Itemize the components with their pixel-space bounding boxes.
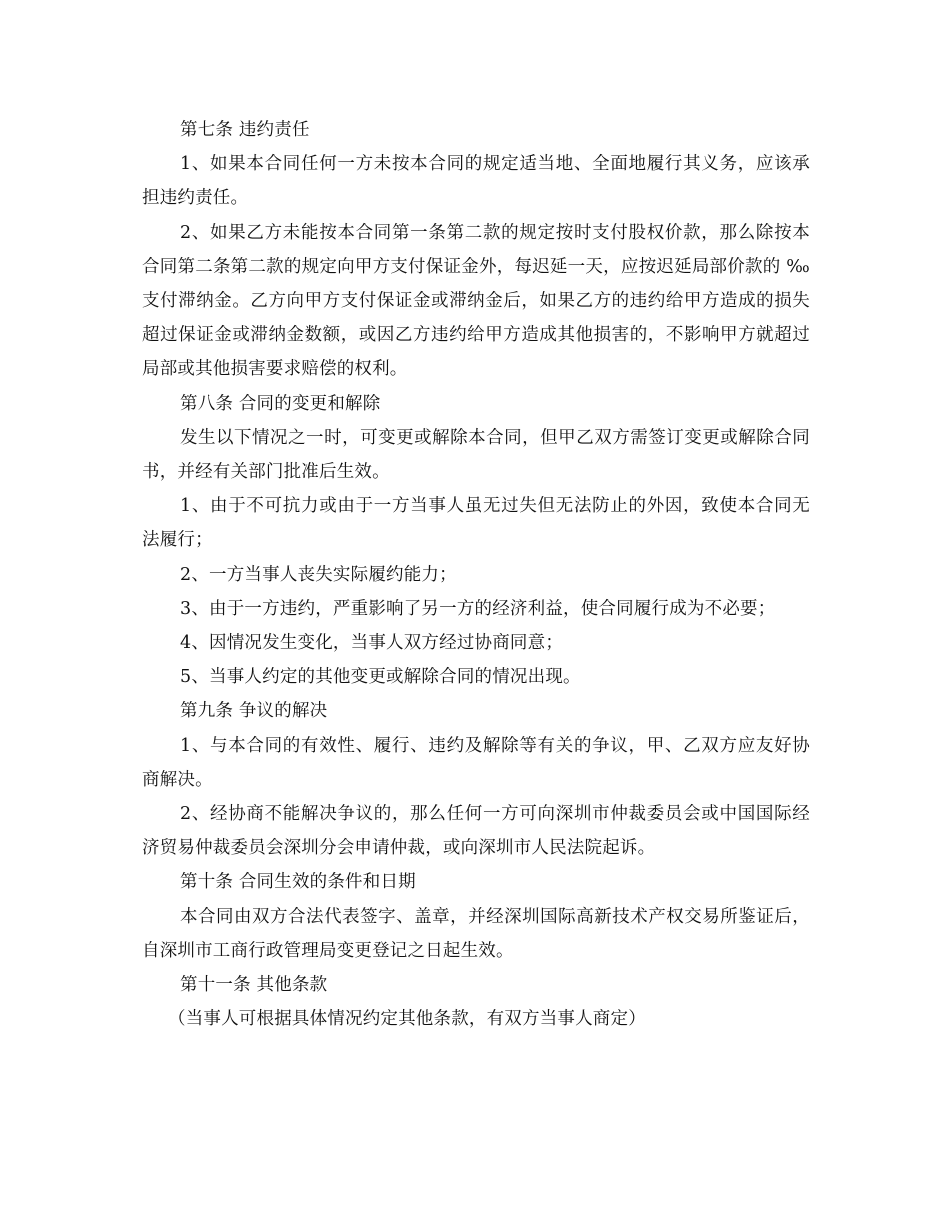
other-terms-note: （当事人可根据具体情况约定其他条款，有双方当事人商定） [168, 1009, 646, 1030]
section-heading-7: 第七条 违约责任 [180, 120, 310, 140]
paragraph-8-5: 5、当事人约定的其他变更或解除合同的情况出现。 [180, 667, 581, 688]
paragraph-9-2: 2、经协商不能解决争议的，那么任何一方可向深圳市仲裁委员会或中国国际经济贸易仲裁委员会深圳分会申请仲裁，或向深圳市人民法院起诉。 [142, 804, 810, 859]
section-heading-10: 第十条 合同生效的条件和日期 [180, 872, 416, 893]
section-heading-9: 第九条 争议的解决 [180, 701, 328, 722]
paragraph-8-2: 2、一方当事人丧失实际履约能力； [180, 564, 457, 585]
document-body [142, 113, 810, 1036]
section-heading-11: 第十一条 其他条款 [180, 975, 328, 996]
paragraph-7-1: 1、如果本合同任何一方未按本合同的规定适当地、全面地履行其义务，应该承担违约责任。 [142, 154, 810, 209]
paragraph-8-4: 4、因情况发生变化，当事人双方经过协商同意； [180, 633, 564, 654]
paragraph-8-3: 3、由于一方违约，严重影响了另一方的经济利益，使合同履行成为不必要； [180, 598, 776, 619]
paragraph-9-1: 1、与本合同的有效性、履行、违约及解除等有关的争议，甲、乙双方应友好协商解决。 [142, 735, 810, 790]
section-heading-8: 第八条 合同的变更和解除 [180, 393, 381, 414]
paragraph-8-intro: 发生以下情况之一时，可变更或解除本合同，但甲乙双方需签订变更或解除合同书，并经有关部门批准后生效。 [142, 427, 810, 483]
paragraph-7-2: 2、如果乙方未能按本合同第一条第二款的规定按时支付股权价款，那么除按本合同第二条第二款的规定向甲方支付保证金外，每迟延一天，应按迟延局部价款的 ‰支付滞纳金。乙方向甲方支付保证金或滞纳金后，如果乙方的违约给甲方造成的损失超过保证金或滞纳金数额，或因乙方违约给甲方造成其他损害的，不影响甲方就超过局部或其他损害要求赔偿的权利。 [142, 222, 810, 380]
paragraph-8-1: 1、由于不可抗力或由于一方当事人虽无过失但无法防止的外因，致使本合同无法履行； [142, 496, 810, 551]
paragraph-10-1: 本合同由双方合法代表签字、盖章，并经深圳国际高新技术产权交易所鉴证后，自深圳市工商行政管理局变更登记之日起生效。 [142, 906, 810, 961]
